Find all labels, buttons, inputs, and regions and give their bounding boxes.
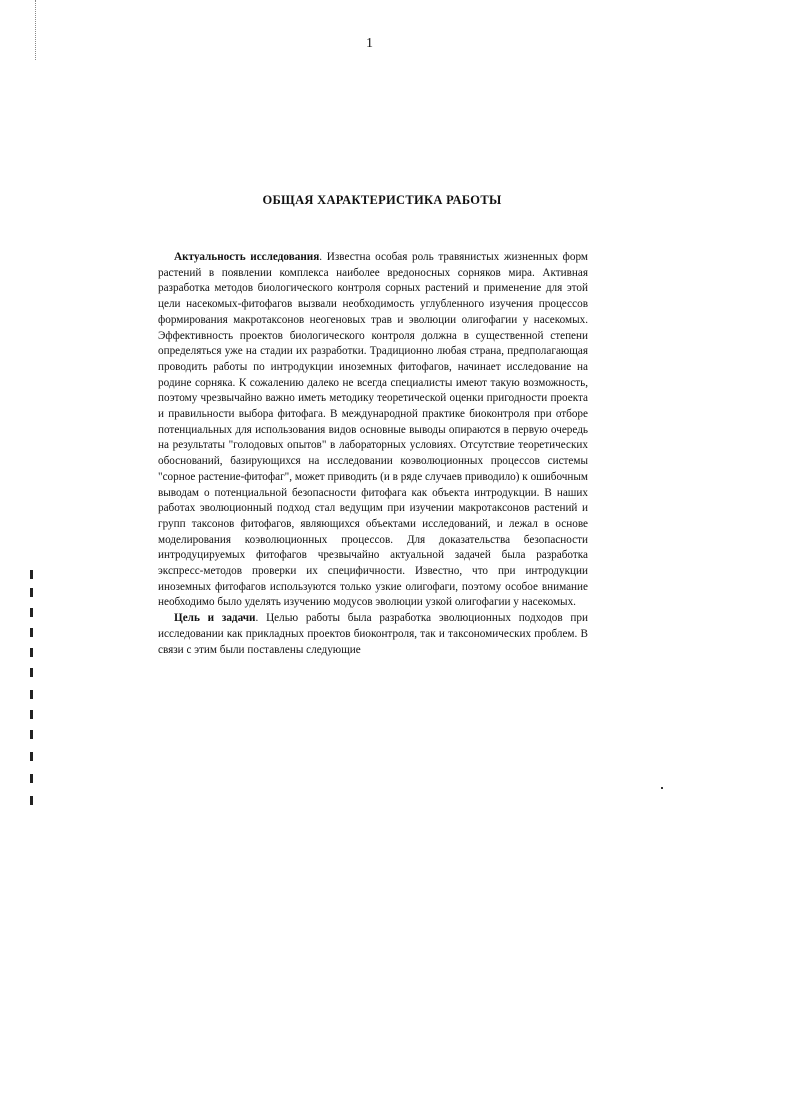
paragraph-lead: Цель и задачи	[174, 612, 256, 625]
paragraph-goals	[158, 611, 588, 658]
scan-speck	[661, 787, 663, 789]
paragraph-lead: Актуальность исследования	[174, 251, 320, 263]
page-number: 1	[366, 36, 373, 51]
scan-edge-dots	[35, 0, 38, 60]
paragraph-relevance	[158, 250, 588, 611]
paragraph-text: . Целью работы была разработка эволюционных подходов при исследовании как прикладных проектов биоконтроля, так и таксономических проблем. В связи с этим были поставлены следующие	[158, 612, 588, 656]
paragraph-text: . Известна особая роль травянистых жизненных форм растений в появлении комплекса наиболее вредоносных сорняков мира. Активная разработка методов биологического контроля сорных растений и применение для этой цели насекомых-фитофагов вызвали необходимость углубленного изучения процессов формирования макротаксонов неогеновых трав и эволюции олигофагии у насекомых. Эффективность проектов биологического контроля должна в существенной степени определяться уже на стадии их разработки. Традиционно любая страна, предполагающая проводить работы по интродукции иноземных фитофагов, начинает исследование на родине сорняка. К сожалению далеко не всегда специалисты имеют такую возможность, поэтому чрезвычайно важно иметь методику теоретической оценки пригодности проекта и правильности выбора фитофага. В международной практике биоконтроля при отборе потенциальных для использования видов основные выводы опираются в первую очередь на результаты "голодовых опытов" в лабораторных условиях. Отсутствие теоретических обоснований, базирующихся на исследовании коэволюционных процессов системы "сорное растение-фитофаг", может приводить (и в ряде случаев приводило) к ошибочным выводам о потенциальной безопасности фитофага как объекта интродукции. В наших работах эволюционный подход стал ведущим при изучении макротаксонов растений и групп таксонов фитофагов, являющихся объектами исследований, и лежал в основе моделирования коэволюционных процессов. Для доказательства безопасности интродуцируемых фитофагов чрезвычайно актуальной задачей была разработка экспресс-методов проверки их специфичности. Известно, что при интродукции иноземных фитофагов используются только узкие олигофаги, поэтому особое внимание необходимо было уделять изучению модусов эволюции узкой олигофагии у насекомых.	[158, 251, 588, 609]
scan-binding-marks	[30, 570, 40, 820]
page-title: ОБЩАЯ ХАРАКТЕРИСТИКА РАБОТЫ	[262, 193, 502, 207]
document-body	[158, 250, 588, 658]
